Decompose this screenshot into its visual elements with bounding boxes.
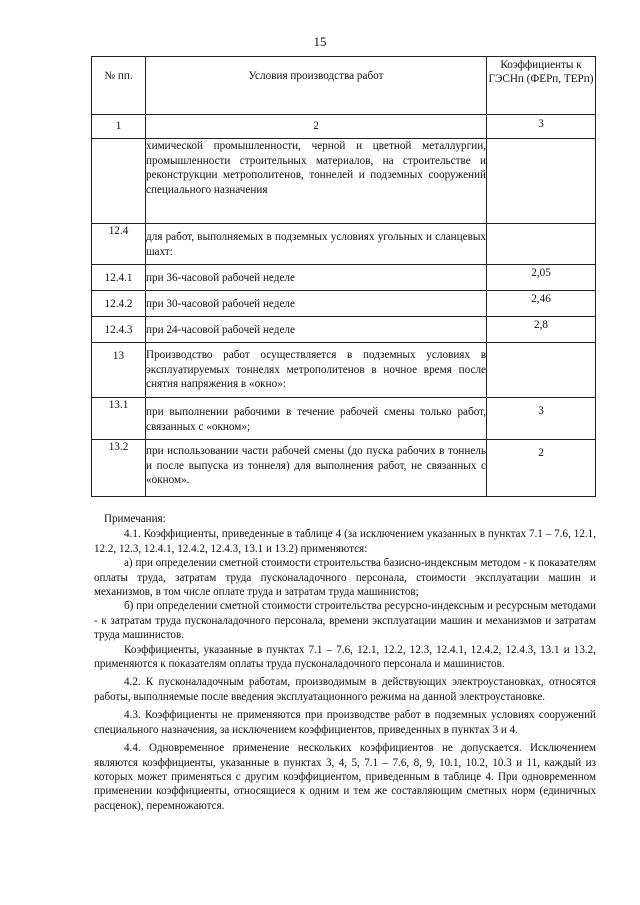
coefficients-table <box>91 56 596 497</box>
row-coefficient: 2 <box>487 440 596 497</box>
row-num: 12.4.2 <box>92 291 146 317</box>
row-conditions: при 24-часовой рабочей неделе <box>146 317 487 343</box>
note-4-1-b: б) при определении сметной стоимости строительства ресурсно-индексным и ресурсным методами - к затратам труда пусконаладочного персонала, времени эксплуатации машин и механизмов и затратам труда машинистов. <box>94 600 596 642</box>
row-num <box>92 139 146 224</box>
header-num: № пп. <box>92 57 146 115</box>
row-coefficient: 2,8 <box>487 317 596 343</box>
table-row <box>92 398 596 440</box>
row-num: 13.1 <box>92 398 146 440</box>
table-row <box>92 440 596 497</box>
note-4-3: 4.3. Коэффициенты не применяются при производстве работ в подземных условиях сооружений специального назначения, за исключением коэффициентов, приведенных в пунктах 3 и 4. <box>94 709 596 736</box>
table-row <box>92 317 596 343</box>
row-num: 12.4.1 <box>92 265 146 291</box>
table-row <box>92 291 596 317</box>
row-coefficient: 3 <box>487 398 596 440</box>
notes-title: Примечания: <box>104 513 166 525</box>
table-header-row <box>92 57 596 115</box>
row-conditions: для работ, выполняемых в подземных условиях угольных и сланцевых шахт: <box>146 224 487 265</box>
index-cell-3: 3 <box>487 115 596 139</box>
notes-section <box>94 512 596 813</box>
page-number: 15 <box>313 34 327 49</box>
table-row <box>92 224 596 265</box>
row-num: 12.4 <box>92 224 146 265</box>
table-index-row <box>92 115 596 139</box>
row-coefficient <box>487 224 596 265</box>
note-4-2: 4.2. К пусконаладочным работам, производимым в действующих электроустановках, относятся работы, выполняемые после введения эксплуатационного режима на данной электроустановке. <box>94 676 596 703</box>
table-row <box>92 343 596 398</box>
row-num: 13.2 <box>92 440 146 497</box>
row-coefficient: 2,46 <box>487 291 596 317</box>
row-coefficient <box>487 139 596 224</box>
row-num: 13 <box>92 343 146 398</box>
row-coefficient <box>487 343 596 398</box>
row-conditions: при использовании части рабочей смены (до пуска рабочих в тоннель и после выпуска из тоннеля) для выполнения работ, не связанных с «окном». <box>146 440 487 497</box>
row-conditions: при выполнении рабочими в течение рабочей смены только работ, связанных с «окном»; <box>146 398 487 440</box>
note-4-4: 4.4. Одновременное применение нескольких коэффициентов не допускается. Исключением являются коэффициенты, указанные в пунктах 3, 4, 5, 7.1 – 7.6, 8, 9, 10.1, 10.2, 10.3 и 11, каждый из которых может применяться с другим коэффициентом, приведенным в таблице 4. При одновременном применении коэффициенты, относящиеся к одним и тем же составляющим сметных норм (единичных расценок), перемножаются. <box>94 742 596 812</box>
header-conditions: Условия производства работ <box>146 57 487 115</box>
header-coefficients: Коэффициенты к ГЭСНп (ФЕРп, ТЕРп) <box>487 57 596 115</box>
row-coefficient: 2,05 <box>487 265 596 291</box>
note-4-1-c: Коэффициенты, указанные в пунктах 7.1 – 7.6, 12.1, 12.2, 12.3, 12.4.1, 12.4.2, 12.4.3, 13.1 и 13.2, применяются к показателям оплаты труда пусконаладочного персонала и машинистов. <box>94 643 596 671</box>
row-conditions: Производство работ осуществляется в подземных условиях в эксплуатируемых тоннелях метрополитенов в ночное время после снятия напряжения в «окно»: <box>146 343 487 398</box>
table-row <box>92 139 596 224</box>
row-conditions: при 30-часовой рабочей неделе <box>146 291 487 317</box>
index-cell-2: 2 <box>146 115 487 139</box>
row-num: 12.4.3 <box>92 317 146 343</box>
row-conditions: химической промышленности, черной и цветной металлургии, промышленности строительных материалов, на строительстве и реконструкции метрополитенов, тоннелей и подземных сооружений специального назначения <box>146 139 487 224</box>
note-4-1: 4.1. Коэффициенты, приведенные в таблице 4 (за исключением указанных в пунктах 7.1 – 7.6, 12.1, 12.2, 12.3, 12.4.1, 12.4.2, 12.4.3, 13.1 и 13.2) применяются: <box>94 528 596 555</box>
row-conditions: при 36-часовой рабочей неделе <box>146 265 487 291</box>
note-4-1-a: а) при определении сметной стоимости строительства базисно-индексным методом - к показателям оплаты труда, затратам труда пусконаладочного персонала, стоимости эксплуатации машин и механизмов, в том числе оплате труда и затратам труда машинистов; <box>94 557 596 599</box>
table-row <box>92 265 596 291</box>
index-cell-1: 1 <box>92 115 146 139</box>
